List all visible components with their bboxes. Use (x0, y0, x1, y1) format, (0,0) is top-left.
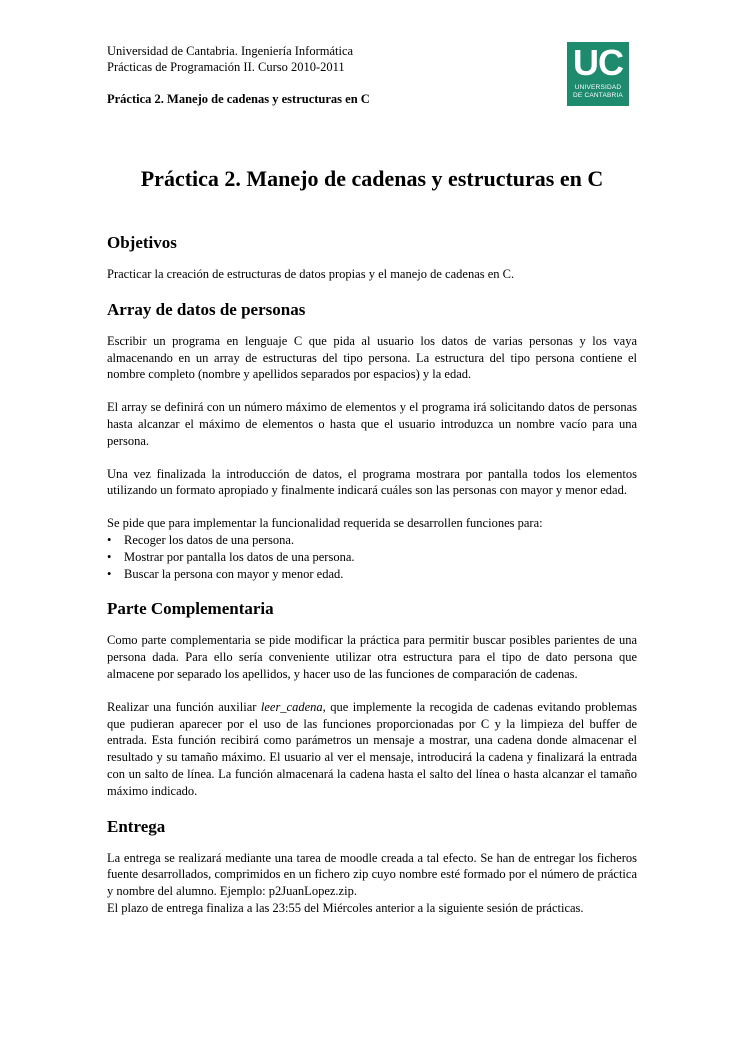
array-paragraph-1: Escribir un programa en lenguaje C que pida al usuario los datos de varias personas y los vaya almacenando en un array de estructuras del tipo persona. La estructura del tipo persona contiene el nombre completo (nombre y apellidos separados por espacios) y la edad. (107, 333, 637, 382)
header-practice: Práctica 2. Manejo de cadenas y estructuras en C (107, 92, 370, 106)
page-header (107, 44, 370, 108)
functions-list (107, 532, 637, 582)
array-paragraph-3: Una vez finalizada la introducción de datos, el programa mostrara por pantalla todos los elementos utilizando un formato apropiado y finalmente indicará cuáles son las personas con mayor y menor edad. (107, 466, 637, 498)
header-course: Prácticas de Programación II. Curso 2010-2011 (107, 59, 345, 74)
array-paragraph-2: El array se definirá con un número máximo de elementos y el programa irá solicitando datos de personas hasta alcanzar el máximo de elementos o hasta que el usuario introduzca un nombre vacío para una persona. (107, 400, 637, 448)
function-name: leer_cadena, (260, 699, 326, 714)
complementaria-paragraph-1: Como parte complementaria se pide modificar la práctica para permitir buscar posibles parientes de una persona dada. Para ello sería conveniente utilizar otra estructura para el tipo de dato persona que almacene por separado los apellidos, y hacer uso de las funciones de comparación de cadenas. (107, 633, 637, 681)
entrega-paragraph-2: El plazo de entrega finaliza a las 23:55 del Miércoles anterior a la siguiente sesión de prácticas. (107, 900, 584, 915)
complementaria-paragraph-2 (107, 699, 637, 800)
list-item: • Recoger los datos de una persona. (124, 532, 637, 549)
logo-line1: UNIVERSIDAD (574, 84, 622, 91)
objetivos-paragraph: Practicar la creación de estructuras de datos propias y el manejo de cadenas en C. (107, 267, 515, 281)
complementaria-text-after: que implemente la recogida de cadenas evitando problemas que pudieran aparecer por el uso de las funciones proporcionadas por C y la limpieza del buffer de entrada. Esta función recibirá como parámetros un mensaje a mostrar, una cadena donde almacenar el resultado y su tamaño máximo. El usuario al ver el mensaje, introducirá la cadena y finalizará la entrada con un salto de línea. La función almacenará la cadena hasta el salto del línea o hasta alcanzar el tamaño máximo indicado. (107, 699, 637, 798)
section-heading-objetivos: Objetivos (107, 233, 177, 252)
document-title: Práctica 2. Manejo de cadenas y estructuras en C (140, 166, 604, 191)
university-logo (567, 42, 629, 106)
entrega-paragraph-1: La entrega se realizará mediante una tarea de moodle creada a tal efecto. Se han de entregar los ficheros fuente desarrollados, comprimidos en un fichero zip cuyo nombre esté formado por el número de práctica y nombre del alumno. Ejemplo: p2JuanLopez.zip. (107, 850, 637, 899)
header-university: Universidad de Cantabria. Ingeniería Informática (107, 44, 354, 58)
document-body (107, 232, 637, 933)
list-item: • Buscar la persona con mayor y menor edad. (124, 566, 637, 583)
complementaria-text-before: Realizar una función auxiliar (107, 699, 261, 714)
section-heading-entrega: Entrega (107, 816, 166, 836)
logo-line2: DE CANTABRIA (573, 91, 623, 99)
array-paragraph-4: Se pide que para implementar la funcionalidad requerida se desarrollen funciones para: (107, 516, 543, 531)
section-heading-array: Array de datos de personas (107, 299, 306, 319)
list-item: • Mostrar por pantalla los datos de una persona. (124, 549, 637, 566)
section-heading-complementaria: Parte Complementaria (107, 599, 274, 619)
logo-mark: UC (573, 42, 623, 83)
